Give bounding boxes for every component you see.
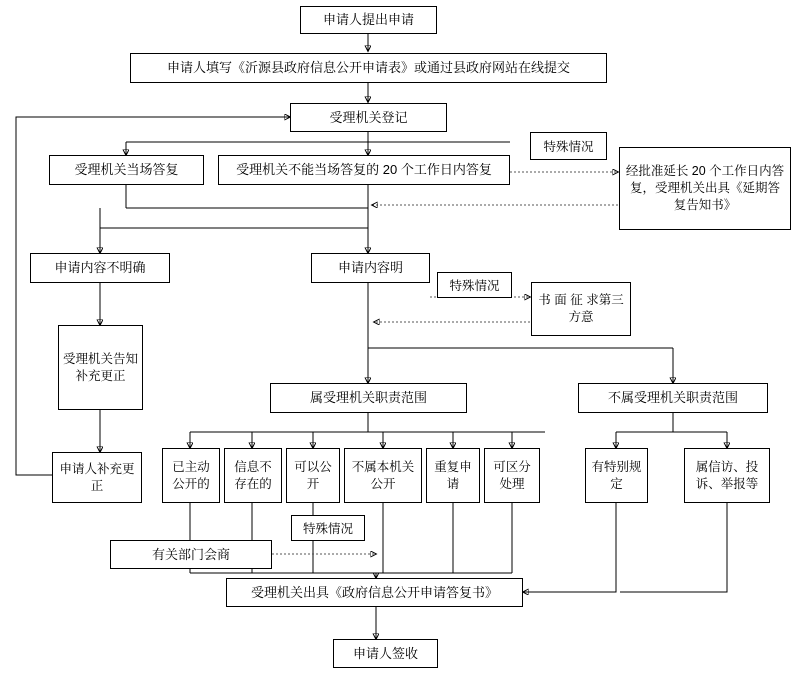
node-register: 受理机关登记 xyxy=(290,103,447,132)
node-onsite-reply: 受理机关当场答复 xyxy=(49,155,204,185)
node-content-unclear: 申请内容不明确 xyxy=(30,253,170,283)
node-fill-form: 申请人填写《沂源县政府信息公开申请表》或通过县政府网站在线提交 xyxy=(130,53,607,83)
node-20day-reply: 受理机关不能当场答复的 20 个工作日内答复 xyxy=(218,155,510,185)
node-interdept-consult: 有关部门会商 xyxy=(110,540,272,569)
node-can-publish: 可以公开 xyxy=(286,448,340,503)
node-petition-complaint: 属信访、投诉、举报等 xyxy=(684,448,770,503)
label-special-case-2: 特殊情况 xyxy=(437,272,512,298)
node-separable: 可区分处理 xyxy=(484,448,540,503)
node-duplicate-request: 重复申请 xyxy=(426,448,480,503)
node-applicant-submit: 申请人提出申请 xyxy=(300,6,437,34)
node-outside-duty: 不属受理机关职责范围 xyxy=(578,383,768,413)
node-special-rules: 有特别规定 xyxy=(585,448,648,503)
label-special-case-1: 特殊情况 xyxy=(530,132,607,160)
node-applicant-receive: 申请人签收 xyxy=(333,639,438,668)
label-special-case-3: 特殊情况 xyxy=(291,515,365,541)
node-content-clear: 申请内容明 xyxy=(311,253,430,283)
node-extend-20day: 经批准延长 20 个工作日内答复，受理机关出具《延期答复告知书》 xyxy=(619,147,791,230)
node-issue-reply-letter: 受理机关出具《政府信息公开申请答复书》 xyxy=(226,578,523,607)
node-third-party-opinion: 书 面 征 求第三方意 xyxy=(531,282,631,336)
node-notify-supplement: 受理机关告知补充更正 xyxy=(58,325,143,410)
node-within-duty: 属受理机关职责范围 xyxy=(270,383,467,413)
node-not-exist: 信息不存在的 xyxy=(224,448,282,503)
node-not-this-agency: 不属本机关公开 xyxy=(344,448,422,503)
node-already-public: 已主动公开的 xyxy=(162,448,220,503)
node-applicant-supplement: 申请人补充更正 xyxy=(52,452,142,503)
